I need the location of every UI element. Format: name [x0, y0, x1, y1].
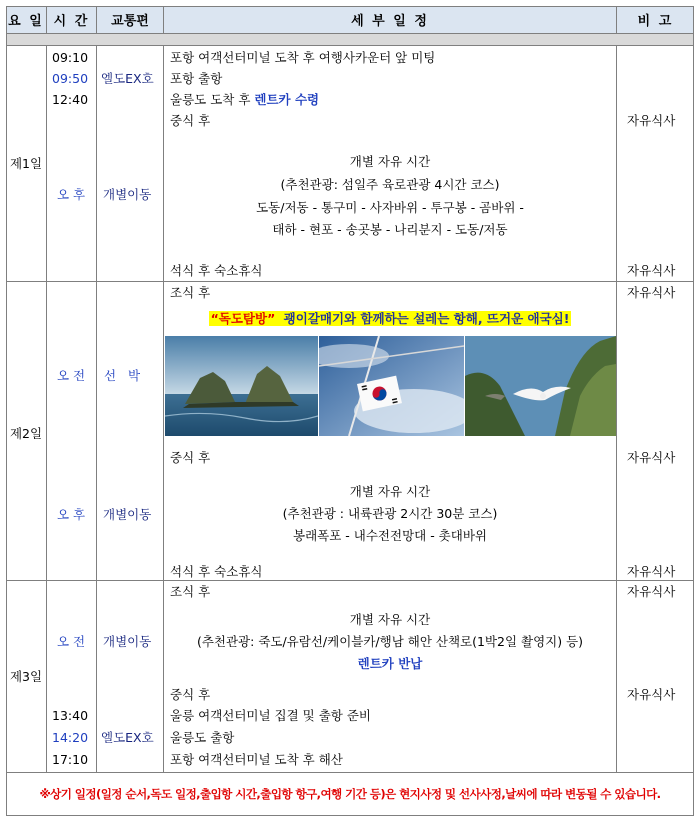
day3-note-2: 자유식사	[627, 687, 676, 702]
day3-label: 제3일	[9, 669, 43, 684]
day2-highlight-line	[164, 310, 616, 328]
day1-ferry: 엘도EX호	[101, 71, 154, 86]
day1-time-2: 09:50	[52, 71, 89, 86]
day3-note-1: 자유식사	[627, 584, 676, 599]
day2-lunch: 중식 후	[170, 450, 211, 465]
day3-end-2: 울릉도 출항	[170, 730, 235, 745]
day1-line-1: 포항 여객선터미널 도착 후 여행사카운터 앞 미팅	[170, 50, 436, 65]
day2-morning: 오 전	[57, 368, 86, 383]
day2-dinner: 석식 후 숙소휴식	[170, 564, 263, 579]
header-transport: 교통편	[97, 6, 163, 33]
header-spacer	[6, 33, 694, 45]
korean-flag-photo	[319, 336, 464, 436]
day3-ferry: 엘도EX호	[101, 730, 154, 745]
day3-morning: 오 전	[57, 634, 86, 649]
day1-time-3: 12:40	[52, 92, 89, 107]
day3-time-3: 17:10	[52, 752, 89, 767]
day1-free-title: 개별 자유 시간	[349, 154, 431, 169]
day3-end-3: 포항 여객선터미널 도착 후 해산	[170, 752, 343, 767]
day1-note-2: 자유식사	[627, 263, 676, 278]
day2-afternoon: 오 후	[57, 507, 86, 522]
day1-rent-pickup: 렌트카 수령	[254, 92, 320, 107]
header-schedule: 세 부 일 정	[164, 6, 616, 33]
day3-move: 개별이동	[103, 634, 152, 649]
day1-lunch: 중식 후	[170, 113, 211, 128]
day1-line-3: 울릉도 도착 후 렌트카 수령	[170, 92, 320, 107]
day2-move: 개별이동	[103, 507, 152, 522]
header-time: 시 간	[47, 6, 96, 33]
day1-dinner: 석식 후 숙소휴식	[170, 263, 263, 278]
day1-label: 제1일	[9, 156, 43, 171]
day2-ship: 선 박	[104, 368, 141, 383]
footer-disclaimer: ※상기 일정(일정 순서,독도 일정,출입항 시간,출입항 항구,여행 기간 등)은 현지사정 및 선사사정,날씨에 따라 변동될 수 있습니다.	[39, 787, 661, 801]
day1-move: 개별이동	[103, 187, 152, 202]
day1-note-1: 자유식사	[627, 113, 676, 128]
header-day: 요 일	[6, 6, 46, 33]
day1-free-sub: (추천관광: 섬일주 육로관광 4시간 코스)	[280, 177, 500, 192]
day1-route-2: 태하 - 현포 - 송곳봉 - 나리분지 - 도동/저동	[272, 222, 508, 237]
day1-afternoon: 오 후	[57, 187, 86, 202]
day3-time-1: 13:40	[52, 708, 89, 723]
day3-lunch: 중식 후	[170, 687, 211, 702]
day3-end-1: 울릉 여객선터미널 집결 및 출항 준비	[170, 708, 371, 723]
header-note: 비 고	[617, 6, 694, 33]
day3-breakfast: 조식 후	[170, 584, 211, 599]
day3-free-title: 개별 자유 시간	[349, 612, 431, 627]
day2-breakfast: 조식 후	[170, 285, 211, 300]
day2-dokdo-highlight: “독도탐방”	[210, 311, 276, 326]
day3-time-2: 14:20	[52, 730, 89, 745]
day2-route: 봉래폭포 - 내수전전망대 - 촛대바위	[293, 528, 487, 543]
day2-note-3: 자유식사	[627, 564, 676, 579]
day1-time-1: 09:10	[52, 50, 89, 65]
day3-rent-return: 렌트카 반납	[357, 656, 423, 671]
dokdo-islands-photo	[165, 336, 318, 436]
day2-highlight-rest: 괭이갈매기와 함께하는 설레는 항해, 뜨거운 애국심!	[279, 311, 570, 326]
day2-note-2: 자유식사	[627, 450, 676, 465]
day2-free-title: 개별 자유 시간	[349, 484, 431, 499]
day2-label: 제2일	[9, 426, 43, 441]
seagull-photo	[465, 336, 616, 436]
day2-free-sub: (추천관광 : 내륙관광 2시간 30분 코스)	[282, 506, 498, 521]
day1-route-1: 도동/저동 - 통구미 - 사자바위 - 투구봉 - 곰바위 -	[256, 200, 524, 215]
day3-free-sub: (추천관광: 죽도/유람선/케이블카/행남 해안 산책로(1박2일 촬영지) 등)	[196, 634, 584, 649]
day1-line-2: 포항 출항	[170, 71, 223, 86]
day2-note-1: 자유식사	[627, 285, 676, 300]
